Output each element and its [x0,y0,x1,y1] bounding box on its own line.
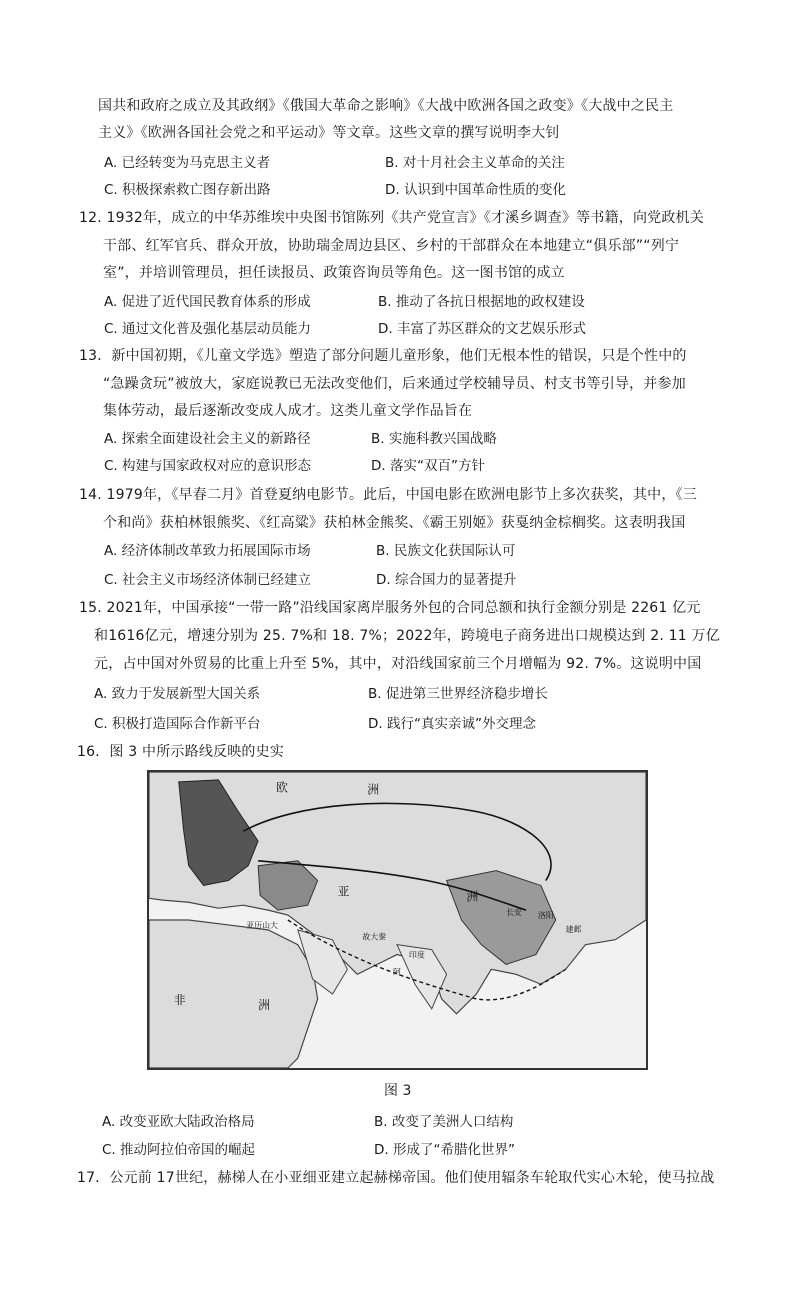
map-label-changan: 长安 [506,908,522,918]
map-label-alexandria: 亚历山大 [246,920,278,930]
q13-option-c[interactable]: C. 构建与国家政权对应的意识形态 [104,458,312,474]
q11-text-line-1: 国共和政府之成立及其政纲》《俄国大革命之影响》《大战中欧洲各国之政变》《大战中之民主 [98,98,674,114]
q12-stem-line-3: 室”，并培训管理员，担任读报员、政策咨询员等角色。这一图书馆的成立 [103,265,565,281]
map-label-europe: 欧 [275,780,288,795]
q15-option-b[interactable]: B. 促进第三世界经济稳步增长 [368,686,548,702]
q14-stem-line-2: 个和尚》获柏林银熊奖、《红高粱》获柏林金熊奖、《霸王别姬》获戛纳金棕榈奖。这表明我国 [103,515,686,531]
q15-option-d[interactable]: D. 践行“真实亲诚”外交理念 [368,716,536,732]
q13-option-a[interactable]: A. 探索全面建设社会主义的新路径 [104,431,311,447]
q15-stem-line-2: 和1616亿元，增速分别为 25. 7%和 18. 7%；2022年，跨境电子商务进出口规模达到 2. 11 万亿 [94,628,720,644]
q11-option-a[interactable]: A. 已经转变为马克思主义者 [104,155,271,171]
q16-option-d[interactable]: D. 形成了“希腊化世界” [374,1142,515,1158]
figure-caption: 图 3 [384,1083,412,1099]
map-label-place2: 建邺 [565,924,582,934]
q12-option-a[interactable]: A. 促进了近代国民教育体系的形成 [104,294,311,310]
q12-stem-line-2: 干部、红军官兵、群众开放，协助瑞金周边县区、乡村的干部群众在本地建立“俱乐部”“列宁 [103,238,680,254]
map-label-asia-b: 洲 [466,889,479,904]
map-label-africa-a: 非 [173,992,186,1007]
q11-text-line-2: 主义》《欧洲各国社会党之和平运动》等文章。这些文章的撰写说明李大钊 [98,125,560,141]
q14-option-c[interactable]: C. 社会主义市场经济体制已经建立 [104,572,312,588]
q11-option-c[interactable]: C. 积极探索救亡图存新出路 [104,182,271,198]
q12-stem-line-1: 12. 1932年，成立的中华苏维埃中央图书馆陈列《共产党宣言》《才溪乡调查》等书籍，向党政机关 [79,210,704,226]
q15-stem-line-1: 15. 2021年，中国承接“一带一路”沿线国家离岸服务外包的合同总额和执行金额分别是 2261 亿元 [79,600,701,616]
q14-stem-line-1: 14. 1979年，《早春二月》首登夏纳电影节。此后，中国电影在欧洲电影节上多次获奖，其中，《三 [79,487,697,503]
map-label-yuhe: 阿 [393,967,401,977]
map-label-continent: 洲 [367,782,380,797]
q15-stem-line-3: 元，占中国对外贸易的比重上升至 5%，其中，对沿线国家前三个月增幅为 92. 7%。这说明中国 [94,656,702,672]
q14-option-d[interactable]: D. 综合国力的显著提升 [376,572,517,588]
q15-option-a[interactable]: A. 致力于发展新型大国关系 [94,686,261,702]
q12-option-d[interactable]: D. 丰富了苏区群众的文艺娱乐形式 [378,321,586,337]
q13-stem-line-1: 13．新中国初期，《儿童文学选》塑造了部分问题儿童形象，他们无根本性的错误，只是个性中的 [79,348,687,364]
q13-stem-line-2: “急躁贪玩”被放大，家庭说教已无法改变他们，后来通过学校辅导员、村支书等引导，并参加 [103,376,686,392]
q15-option-c[interactable]: C. 积极打造国际合作新平台 [94,716,261,732]
q17-stem-line-1: 17．公元前 17世纪，赫梯人在小亚细亚建立起赫梯帝国。他们使用辐条车轮取代实心木轮，使马拉战 [77,1170,715,1186]
map-label-place1: 故大秦 [362,932,387,942]
q14-option-b[interactable]: B. 民族文化获国际认可 [376,543,516,559]
q16-option-a[interactable]: A. 改变亚欧大陆政治格局 [102,1114,255,1130]
q12-option-b[interactable]: B. 推动了各抗日根据地的政权建设 [378,294,585,310]
q16-stem: 16．图 3 中所示路线反映的史实 [77,744,285,760]
route-map-figure [147,770,648,1070]
q13-stem-line-3: 集体劳动，最后逐渐改变成人成才。这类儿童文学作品旨在 [103,403,473,419]
q16-option-b[interactable]: B. 改变了美洲人口结构 [374,1114,514,1130]
q14-option-a[interactable]: A. 经济体制改革致力拓展国际市场 [104,543,311,559]
map-label-asia-a: 亚 [337,884,350,899]
map-label-africa-b: 洲 [258,997,271,1012]
q11-option-b[interactable]: B. 对十月社会主义革命的关注 [385,155,565,171]
q11-option-d[interactable]: D. 认识到中国革命性质的变化 [385,182,566,198]
map-label-luoyang: 洛阳 [537,911,554,921]
q12-option-c[interactable]: C. 通过文化普及强化基层动员能力 [104,321,312,337]
q13-option-d[interactable]: D. 落实“双百”方针 [371,458,485,474]
q13-option-b[interactable]: B. 实施科教兴国战略 [371,431,497,447]
q16-option-c[interactable]: C. 推动阿拉伯帝国的崛起 [102,1142,256,1158]
map-svg [149,772,646,1068]
map-label-india: 印度 [408,950,425,960]
